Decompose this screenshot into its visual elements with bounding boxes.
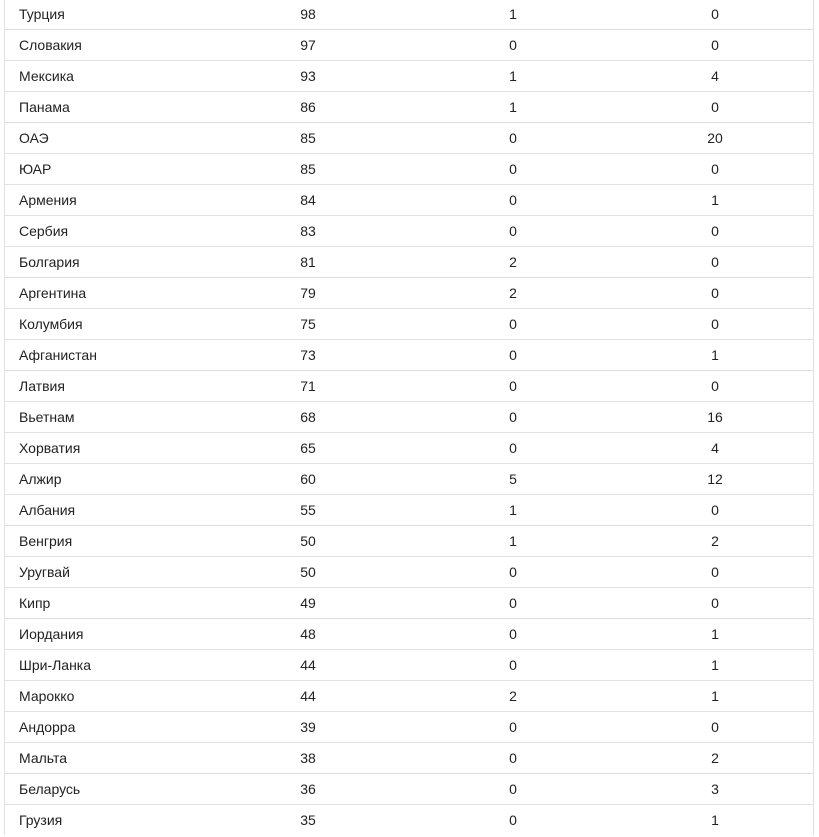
recovered-cell: 0 <box>711 37 719 53</box>
deaths-cell: 0 <box>509 347 517 363</box>
recovered-cell: 0 <box>711 223 719 239</box>
deaths-cell: 0 <box>509 161 517 177</box>
deaths-cell: 0 <box>509 750 517 766</box>
country-cell: Словакия <box>19 37 82 53</box>
recovered-cell: 16 <box>707 409 723 425</box>
country-cell: Беларусь <box>19 781 81 797</box>
table-row <box>5 711 813 742</box>
table-row <box>5 91 813 122</box>
deaths-cell: 0 <box>509 130 517 146</box>
recovered-cell: 1 <box>711 347 719 363</box>
country-cell: Панама <box>19 99 70 115</box>
recovered-cell: 4 <box>711 68 719 84</box>
deaths-cell: 2 <box>509 254 517 270</box>
deaths-cell: 5 <box>509 471 517 487</box>
country-cell: Турция <box>19 6 65 22</box>
recovered-cell: 1 <box>711 812 719 828</box>
country-cell: Вьетнам <box>19 409 75 425</box>
recovered-cell: 1 <box>711 688 719 704</box>
recovered-cell: 1 <box>711 192 719 208</box>
cases-cell: 44 <box>300 657 316 673</box>
country-cell: Латвия <box>19 378 65 394</box>
cases-cell: 60 <box>300 471 316 487</box>
recovered-cell: 1 <box>711 657 719 673</box>
deaths-cell: 0 <box>509 440 517 456</box>
cases-cell: 50 <box>300 564 316 580</box>
cases-cell: 36 <box>300 781 316 797</box>
country-cell: Афганистан <box>19 347 97 363</box>
country-cell: Албания <box>19 502 76 518</box>
recovered-cell: 0 <box>711 502 719 518</box>
cases-cell: 83 <box>300 223 316 239</box>
deaths-cell: 0 <box>509 223 517 239</box>
table-row <box>5 556 813 587</box>
table-row <box>5 60 813 91</box>
country-cell: Колумбия <box>19 316 83 332</box>
cases-cell: 85 <box>300 161 316 177</box>
table-row <box>5 184 813 215</box>
country-cell: Марокко <box>19 688 75 704</box>
recovered-cell: 0 <box>711 378 719 394</box>
recovered-cell: 0 <box>711 719 719 735</box>
cases-cell: 49 <box>300 595 316 611</box>
recovered-cell: 0 <box>711 99 719 115</box>
deaths-cell: 0 <box>509 316 517 332</box>
deaths-cell: 1 <box>509 68 517 84</box>
recovered-cell: 0 <box>711 564 719 580</box>
deaths-cell: 1 <box>509 6 517 22</box>
recovered-cell: 0 <box>711 161 719 177</box>
table-row <box>5 432 813 463</box>
deaths-cell: 0 <box>509 781 517 797</box>
table-row <box>5 618 813 649</box>
country-cell: Шри-Ланка <box>19 657 92 673</box>
deaths-cell: 0 <box>509 812 517 828</box>
cases-cell: 38 <box>300 750 316 766</box>
table-row <box>5 339 813 370</box>
country-cell: Иордания <box>19 626 84 642</box>
cases-cell: 71 <box>300 378 316 394</box>
table-row <box>5 0 813 29</box>
cases-cell: 68 <box>300 409 316 425</box>
cases-cell: 93 <box>300 68 316 84</box>
country-cell: Армения <box>19 192 77 208</box>
table-row <box>5 494 813 525</box>
table-row <box>5 308 813 339</box>
deaths-cell: 0 <box>509 378 517 394</box>
country-cell: Венгрия <box>19 533 73 549</box>
table-row <box>5 680 813 711</box>
cases-cell: 81 <box>300 254 316 270</box>
deaths-cell: 1 <box>509 533 517 549</box>
country-cell: ЮАР <box>19 161 52 177</box>
cases-cell: 79 <box>300 285 316 301</box>
deaths-cell: 0 <box>509 626 517 642</box>
deaths-cell: 0 <box>509 192 517 208</box>
table-row <box>5 742 813 773</box>
table-row <box>5 122 813 153</box>
table-row <box>5 525 813 556</box>
deaths-cell: 0 <box>509 37 517 53</box>
deaths-cell: 1 <box>509 502 517 518</box>
country-cell: Мексика <box>19 68 74 84</box>
recovered-cell: 3 <box>711 781 719 797</box>
deaths-cell: 0 <box>509 595 517 611</box>
recovered-cell: 2 <box>711 750 719 766</box>
country-cell: Уругвай <box>19 564 70 580</box>
table-row <box>5 463 813 494</box>
country-cell: Мальта <box>19 750 68 766</box>
cases-cell: 73 <box>300 347 316 363</box>
deaths-cell: 2 <box>509 285 517 301</box>
cases-cell: 86 <box>300 99 316 115</box>
country-cell: Грузия <box>19 812 63 828</box>
country-cell: Сербия <box>19 223 69 239</box>
cases-cell: 97 <box>300 37 316 53</box>
deaths-cell: 0 <box>509 657 517 673</box>
table-row <box>5 29 813 60</box>
cases-cell: 98 <box>300 6 316 22</box>
country-cell: Болгария <box>19 254 80 270</box>
deaths-cell: 0 <box>509 564 517 580</box>
table-row <box>5 277 813 308</box>
deaths-cell: 2 <box>509 688 517 704</box>
deaths-cell: 0 <box>509 719 517 735</box>
recovered-cell: 2 <box>711 533 719 549</box>
country-cell: Кипр <box>19 595 51 611</box>
recovered-cell: 12 <box>707 471 723 487</box>
country-cell: Хорватия <box>19 440 81 456</box>
cases-cell: 85 <box>300 130 316 146</box>
deaths-cell: 1 <box>509 99 517 115</box>
cases-cell: 44 <box>300 688 316 704</box>
cases-cell: 48 <box>300 626 316 642</box>
table-row <box>5 153 813 184</box>
recovered-cell: 0 <box>711 285 719 301</box>
table-row <box>5 401 813 432</box>
cases-cell: 55 <box>300 502 316 518</box>
statistics-table <box>4 0 814 835</box>
recovered-cell: 0 <box>711 254 719 270</box>
recovered-cell: 4 <box>711 440 719 456</box>
cases-cell: 50 <box>300 533 316 549</box>
table-row <box>5 773 813 804</box>
country-cell: Аргентина <box>19 285 87 301</box>
table-row <box>5 246 813 277</box>
cases-cell: 84 <box>300 192 316 208</box>
table-row <box>5 649 813 680</box>
recovered-cell: 0 <box>711 6 719 22</box>
country-cell: ОАЭ <box>19 130 49 146</box>
cases-cell: 65 <box>300 440 316 456</box>
cases-cell: 39 <box>300 719 316 735</box>
recovered-cell: 1 <box>711 626 719 642</box>
deaths-cell: 0 <box>509 409 517 425</box>
table-row <box>5 587 813 618</box>
country-cell: Алжир <box>19 471 62 487</box>
cases-cell: 35 <box>300 812 316 828</box>
table-row <box>5 804 813 835</box>
table-row <box>5 370 813 401</box>
cases-cell: 75 <box>300 316 316 332</box>
recovered-cell: 0 <box>711 595 719 611</box>
country-cell: Андорра <box>19 719 76 735</box>
recovered-cell: 20 <box>707 130 723 146</box>
recovered-cell: 0 <box>711 316 719 332</box>
table-row <box>5 215 813 246</box>
